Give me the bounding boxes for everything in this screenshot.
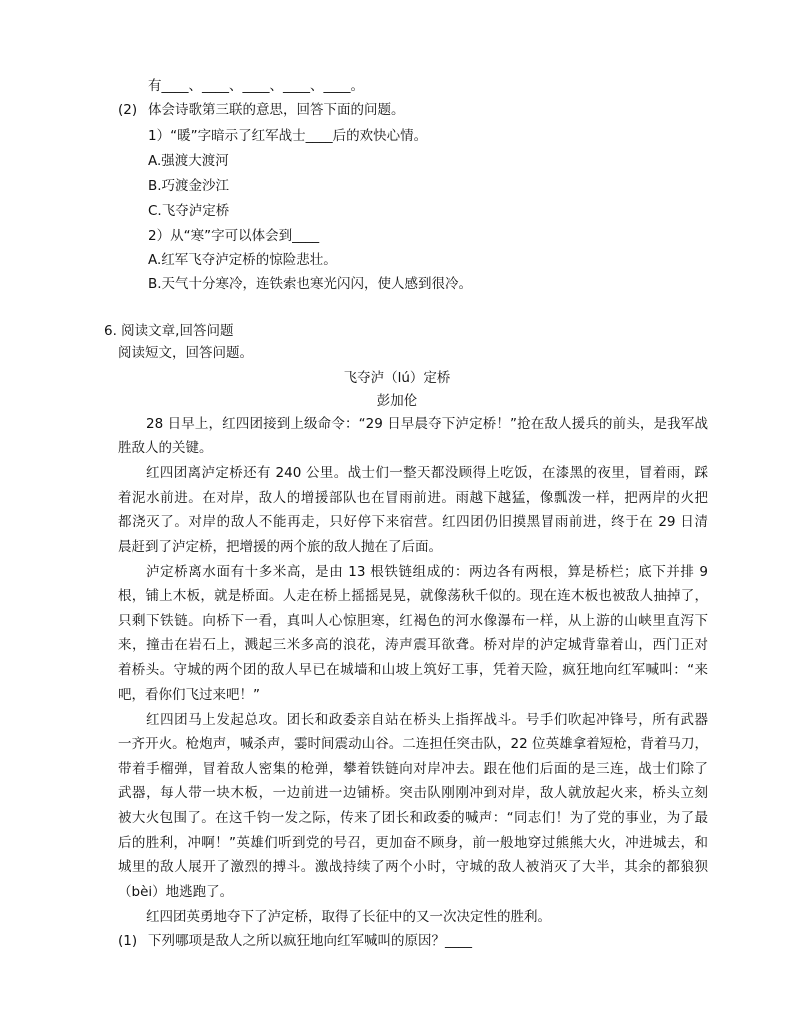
- paragraph-line: 红四团离泸定桥还有 240 公里。战士们一整天都没顾得上吃饭，在漆黑的夜里，冒着雨，踩: [146, 465, 708, 481]
- option-c: C.飞夺泸定桥: [148, 203, 230, 219]
- question-number-1: (1): [118, 933, 138, 949]
- paragraph-line: 着桥头。守城的两个团的敌人早已在城墙和山坡上筑好工事，凭着天险，疯狂地向红军喊叫：“来: [118, 662, 708, 678]
- paragraph-line: 来，撞击在岩石上，溅起三米多高的浪花，涛声震耳欲聋。桥对岸的泸定城背靠着山，西门正对: [118, 637, 708, 653]
- paragraph-line: （bèi）地逃跑了。: [118, 884, 234, 900]
- instruction: 阅读短文，回答问题。: [118, 345, 253, 361]
- paragraph-line: 胜敌人的关键。: [118, 440, 213, 456]
- paragraph-line: 红四团马上发起总攻。团长和政委亲自站在桥头上指挥战斗。号手们吹起冲锋号，所有武器: [146, 712, 708, 728]
- article-author: 彭加伦: [376, 393, 418, 409]
- sub-question-2: 2）从“寒”字可以体会到____: [148, 228, 320, 244]
- paragraph-line: 红四团英勇地夺下了泸定桥，取得了长征中的又一次决定性的胜利。: [146, 909, 551, 925]
- sub-question-1: 1）“暖”字暗示了红军战士____后的欢快心情。: [148, 128, 428, 144]
- question-1-text: 下列哪项是敌人之所以疯狂地向红军喊叫的原因？____: [148, 933, 472, 949]
- paragraph-line: 晨赶到了泸定桥，把增援的两个旅的敌人抛在了后面。: [118, 539, 442, 555]
- blanks-line: 有____、____、____、____、____。: [148, 78, 364, 94]
- article-title: 飞夺泸（lú）定桥: [343, 370, 451, 386]
- paragraph-line: 后的胜利，冲啊！”英雄们听到党的号召，更加奋不顾身，前一般地穿过熊熊大火，冲进城去，和: [118, 835, 708, 851]
- question-number-2: (2): [118, 102, 138, 118]
- paragraph-line: 只剩下铁链。向桥下一看，真叫人心惊胆寒，红褐色的河水像瀑布一样，从上游的山峡里直泻下: [118, 613, 708, 629]
- paragraph-line: 一齐开火。枪炮声，喊杀声，霎时间震动山谷。二连担任突击队，22 位英雄拿着短枪，背着马刀，: [118, 736, 708, 752]
- option-a: A.强渡大渡河: [148, 153, 229, 169]
- paragraph-line: 泸定桥离水面有十多米高，是由 13 根铁链组成的：两边各有两根，算是桥栏；底下并排 9: [146, 564, 708, 580]
- option-a: A.红军飞夺泸定桥的惊险悲壮。: [148, 252, 337, 268]
- paragraph-line: 28 日早上，红四团接到上级命令：“29 日早晨夺下泸定桥！”抢在敌人援兵的前头，是我军战: [146, 416, 708, 432]
- section-header: 6. 阅读文章,回答问题: [104, 323, 234, 339]
- paragraph-line: 被大火包围了。在这千钧一发之际，传来了团长和政委的喊声：“同志们！为了党的事业，为了最: [118, 810, 708, 826]
- question-2-text: 体会诗歌第三联的意思，回答下面的问题。: [148, 102, 405, 118]
- paragraph-line: 着泥水前进。在对岸，敌人的增援部队也在冒雨前进。雨越下越猛，像瓢泼一样，把两岸的火把: [118, 490, 708, 506]
- paragraph-line: 吧，看你们飞过来吧！”: [118, 687, 260, 703]
- paragraph-line: 城里的敌人展开了激烈的搏斗。激战持续了两个小时，守城的敌人被消灭了大半，其余的都狼狈: [118, 859, 708, 875]
- option-b: B.巧渡金沙江: [148, 178, 230, 194]
- option-b: B.天气十分寒冷，连铁索也寒光闪闪，使人感到很冷。: [148, 276, 473, 292]
- paragraph-line: 都浇灭了。对岸的敌人不能再走，只好停下来宿营。红四团仍旧摸黑冒雨前进，终于在 29 日清: [118, 514, 708, 530]
- paragraph-line: 根，铺上木板，就是桥面。人走在桥上摇摇晃晃，就像荡秋千似的。现在连木板也被敌人抽掉了，: [118, 588, 708, 604]
- paragraph-line: 带着手榴弹，冒着敌人密集的枪弹，攀着铁链向对岸冲去。跟在他们后面的是三连，战士们除了: [118, 761, 708, 777]
- paragraph-line: 武器，每人带一块木板，一边前进一边铺桥。突击队刚刚冲到对岸，敌人就放起火来，桥头立刻: [118, 785, 708, 801]
